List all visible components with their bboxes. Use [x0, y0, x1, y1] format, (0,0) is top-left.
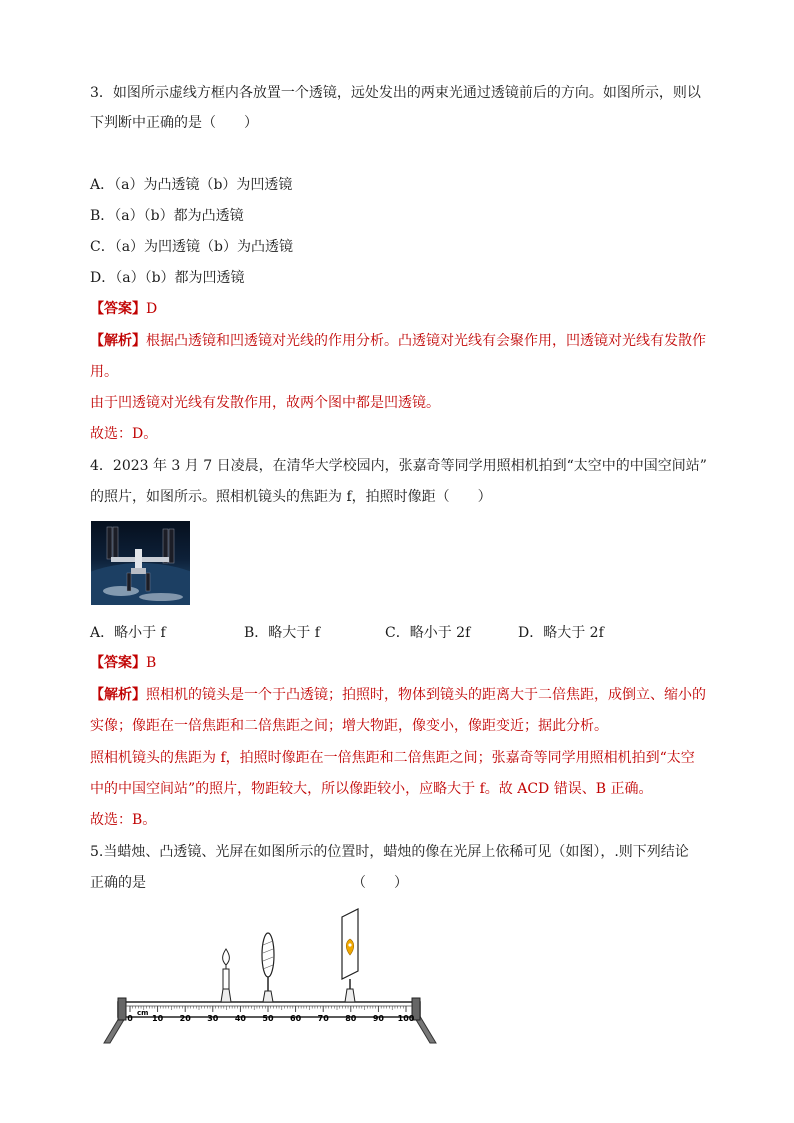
q3-answer	[90, 299, 157, 319]
q4-answer-value: B	[146, 655, 157, 671]
tick-label-50: 50	[262, 1014, 274, 1023]
q3-conclusion: 故选：D。	[90, 426, 158, 442]
q3-option-c: C．（a）为凹透镜（b）为凸透镜	[90, 239, 294, 255]
q4-answer-label: 【答案】	[90, 655, 146, 671]
tick-label-90: 90	[372, 1014, 384, 1023]
q4-stem-line2: 的照片，如图所示。照相机镜头的焦距为 f，拍照时像距（ ）	[90, 489, 492, 505]
q4-analysis-line4: 中的中国空间站”的照片，物距较大，所以像距较小，应略大于 f。故 ACD 错误、B 正确。	[90, 781, 653, 797]
q4-analysis-text1: 照相机的镜头是一个于凸透镜；拍照时，物体到镜头的距离大于二倍焦距，成倒立、缩小的	[146, 687, 706, 703]
space-station-image	[91, 521, 190, 605]
q4-stem-line1: 4．2023 年 3 月 7 日凌晨，在清华大学校园内，张嘉奇等同学用照相机拍到“太空中的中国空间站”	[90, 458, 707, 474]
q4-analysis-line3: 照相机镜头的焦距为 f，拍照时像距在一倍焦距和二倍焦距之间；张嘉奇等同学用照相机拍到“太空	[90, 750, 695, 766]
q4-analysis-line1	[90, 685, 706, 705]
lens-shape-icon	[262, 933, 274, 977]
tick-label-40: 40	[234, 1014, 246, 1023]
optical-bench-figure	[100, 905, 440, 1054]
tick-label-70: 70	[317, 1014, 329, 1023]
q4-option-a: A．略小于 f	[90, 625, 166, 641]
space-station-photo	[91, 521, 190, 605]
q4-analysis-line2: 实像；像距在一倍焦距和二倍焦距之间；增大物距，像变小，像距变近；据此分析。	[90, 718, 608, 734]
q4-option-b: B．略大于 f	[244, 625, 320, 641]
q5-bracket: （ ）	[352, 875, 408, 891]
light-screen	[342, 909, 358, 1002]
tick-label-10: 10	[152, 1014, 164, 1023]
ruler-unit: cm	[137, 1009, 149, 1017]
q4-option-c: C．略小于 2f	[385, 625, 471, 641]
q3-analysis-line2: 用。	[90, 364, 118, 380]
tick-label-30: 30	[207, 1014, 219, 1023]
q3-analysis-line3: 由于凹透镜对光线有发散作用，故两个图中都是凹透镜。	[90, 395, 440, 411]
tick-label-0: 0	[127, 1014, 133, 1023]
q4-option-d: D．略大于 2f	[518, 625, 604, 641]
q3-option-d: D．（a）（b）都为凹透镜	[90, 270, 245, 286]
q3-stem-line2: 下判断中正确的是（ ）	[90, 115, 258, 131]
q5-stem-line2: 正确的是	[90, 875, 146, 891]
q3-analysis-label: 【解析】	[90, 333, 146, 349]
q4-analysis-label: 【解析】	[90, 687, 146, 703]
convex-lens	[262, 933, 274, 1002]
q5-stem-line1: 5.当蜡烛、凸透镜、光屏在如图所示的位置时，蜡烛的像在光屏上依稀可见（如图），.则下列结论	[90, 844, 689, 860]
rail-end-left	[118, 998, 126, 1020]
q4-options-row	[90, 622, 650, 642]
tick-label-60: 60	[290, 1014, 302, 1023]
candle-flame-icon	[223, 949, 230, 965]
tick-label-100: 100	[397, 1014, 415, 1023]
tick-label-80: 80	[345, 1014, 357, 1023]
candle	[221, 949, 231, 1002]
q3-option-b: B．（a）（b）都为凸透镜	[90, 208, 244, 224]
q3-answer-label: 【答案】	[90, 301, 146, 317]
q3-answer-value: D	[146, 301, 158, 317]
q3-analysis-line1	[90, 331, 706, 351]
tick-label-20: 20	[179, 1014, 191, 1023]
q4-answer	[90, 653, 156, 673]
optical-bench-svg	[100, 905, 440, 1050]
q3-stem-line1: 3．如图所示虚线方框内各放置一个透镜，远处发出的两束光通过透镜前后的方向。如图所示，则以	[90, 85, 701, 101]
q4-conclusion: 故选：B。	[90, 812, 157, 828]
q3-option-a: A．（a）为凸透镜（b）为凹透镜	[90, 177, 293, 193]
q3-analysis-text1: 根据凸透镜和凹透镜对光线的作用分析。凸透镜对光线有会聚作用，凹透镜对光线有发散作	[146, 333, 706, 349]
